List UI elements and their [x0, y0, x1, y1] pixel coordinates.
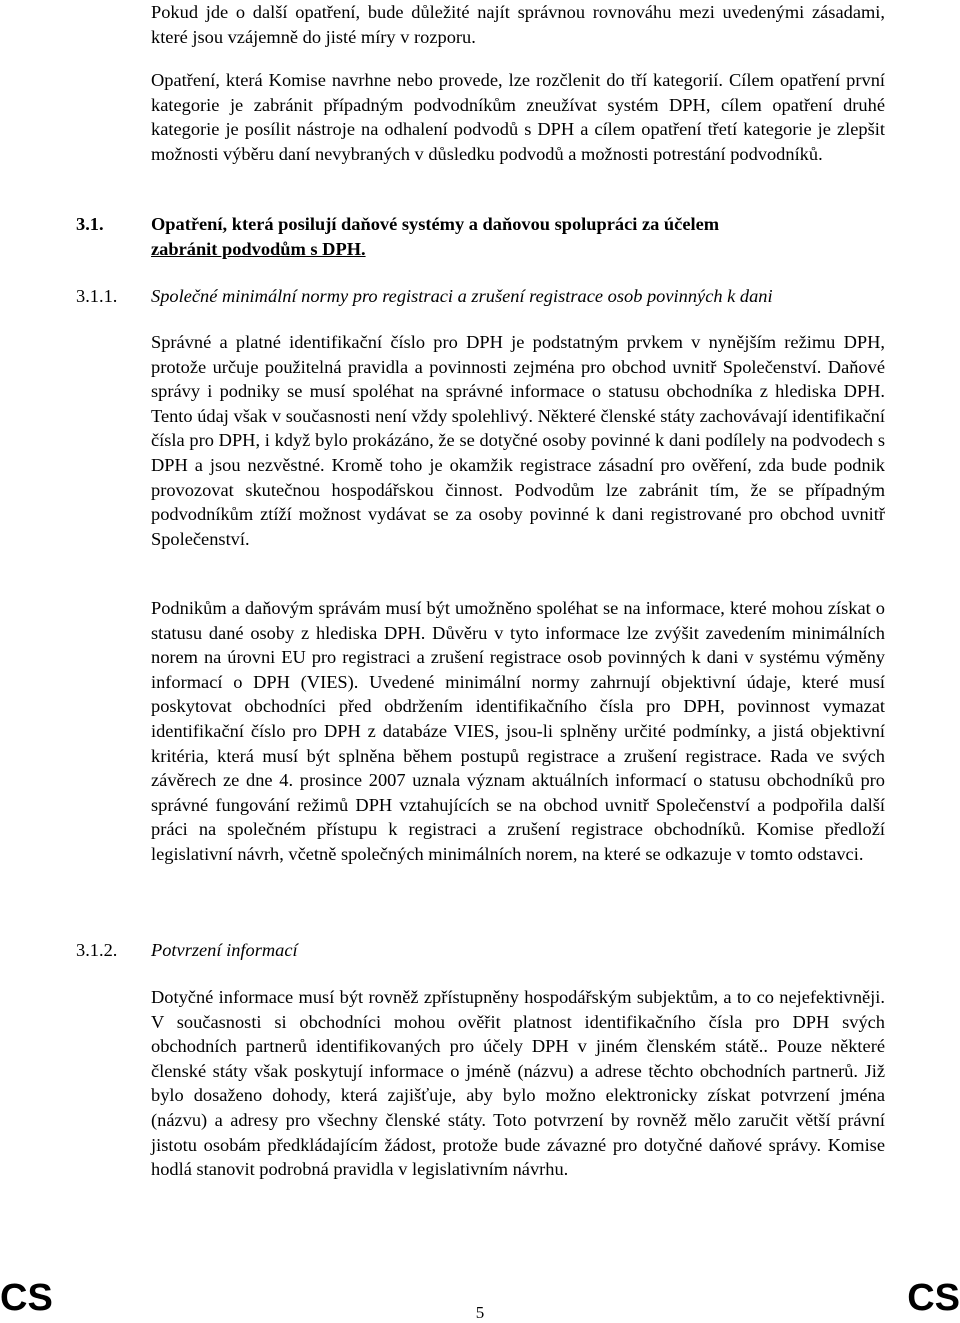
language-code-left: CS: [0, 1277, 53, 1319]
section-3-1-1-paragraph-2: Podnikům a daňovým správám musí být umožněno spoléhat se na informace, které mohou získat o statusu dané osoby z hlediska DPH. Důvěru v tyto informace lze zvýšit zavedením minimálních norem na úrovni EU pro registraci a zrušení registrace osob povinných k dani v systému výměny informací o DPH (VIES). Uvedené minimální normy zahrnují objektivní údaje, které musí poskytovat obchodníci před obdržením identifikačního čísla pro DPH, povinnost vymazat identifikační číslo pro DPH z databáze VIES, jsou-li splněny určité podmínky, a jistá objektivní kritéria, která musí být splněna během postupů registrace a zrušení registrace. Rada ve svých závěrech ze dne 4. prosince 2007 uznala význam aktuálních informací o statusu obchodníků pro správné fungování režimů DPH vztahujících se na obchod uvnitř Společenství a podpořila další práci na společném přístupu k registraci a zrušení registrace obchodníků. Komise předloží legislativní návrh, včetně společných minimálních norem, na které se odkazuje v tomto odstavci.: [151, 598, 885, 864]
language-code-right: CS: [907, 1277, 960, 1319]
section-title-3-1-line1: Opatření, která posilují daňové systémy a daňovou spolupráci za účelem: [151, 214, 720, 234]
section-number-3-1-1: 3.1.1.: [76, 286, 118, 306]
intro-paragraph-1: Pokud jde o další opatření, bude důležité najít správnou rovnováhu mezi uvedenými zásadami, které jsou vzájemně do jisté míry v rozporu.: [151, 2, 885, 47]
section-title-3-1-line2: zabránit podvodům s DPH.: [151, 238, 366, 259]
section-title-3-1: [151, 212, 885, 261]
section-3-1-2-paragraph-1: Dotyčné informace musí být rovněž zpřístupněny hospodářským subjektům, a to co nejefektivněji. V současnosti si obchodníci mohou ověřit platnost identifikačního čísla pro DPH svých obchodních partnerů identifikovaných pro účely DPH v jiném členském státě.. Pouze některé členské státy však poskytují informace o jméně (názvu) a adrese těchto obchodních partnerů. Již bylo dosaženo dohody, která zajišťuje, aby bylo možno elektronicky získat potvrzení jména (názvu) a adresy pro všechny členské státy. Toto potvrzení by rovněž mělo zaručit větší právní jistotu osobám předkládajícím žádost, protože bude závazné pro dotyčné daňové správy. Komise hodlá stanovit podrobná pravidla v legislativním návrhu.: [151, 987, 885, 1180]
section-title-3-1-2: Potvrzení informací: [151, 940, 298, 960]
intro-paragraph-2: Opatření, která Komise navrhne nebo provede, lze rozčlenit do tří kategorií. Cílem opatření první kategorie je zabránit případným podvodníkům zneužívat systém DPH, cílem opatření druhé kategorie je posílit nástroje na odhalení podvodů s DPH a cílem opatření třetí kategorie je zlepšit možnosti výběru daní nevybraných v důsledku podvodů a možnosti potrestání podvodníků.: [151, 70, 885, 164]
section-title-3-1-1: Společné minimální normy pro registraci a zrušení registrace osob povinných k dani: [151, 286, 773, 306]
section-number-3-1: 3.1.: [76, 214, 104, 234]
section-3-1-1-paragraph-1: Správné a platné identifikační číslo pro DPH je podstatným prvkem v nynějším režimu DPH, protože určuje použitelná pravidla a povinnosti zejména pro obchod uvnitř Společenství. Daňové správy i podniky se musí spoléhat na správné informace o statusu obchodníka z hlediska DPH. Tento údaj však v současnosti není vždy spolehlivý. Některé členské státy zachovávají identifikační čísla pro DPH, i když bylo prokázáno, že se dotyčné osoby povinné k dani podílely na podvodech s DPH a jsou nezvěstné. Kromě toho je okamžik registrace zásadní pro ověření, zda bude podnik provozovat skutečnou hospodářskou činnost. Podvodům lze zabránit tím, že se případným podvodníkům ztíží možnost vydávat se za osoby povinné k dani registrované pro obchod uvnitř Společenství.: [151, 332, 885, 549]
page-number: 5: [475, 1303, 485, 1322]
section-number-3-1-2: 3.1.2.: [76, 940, 118, 960]
